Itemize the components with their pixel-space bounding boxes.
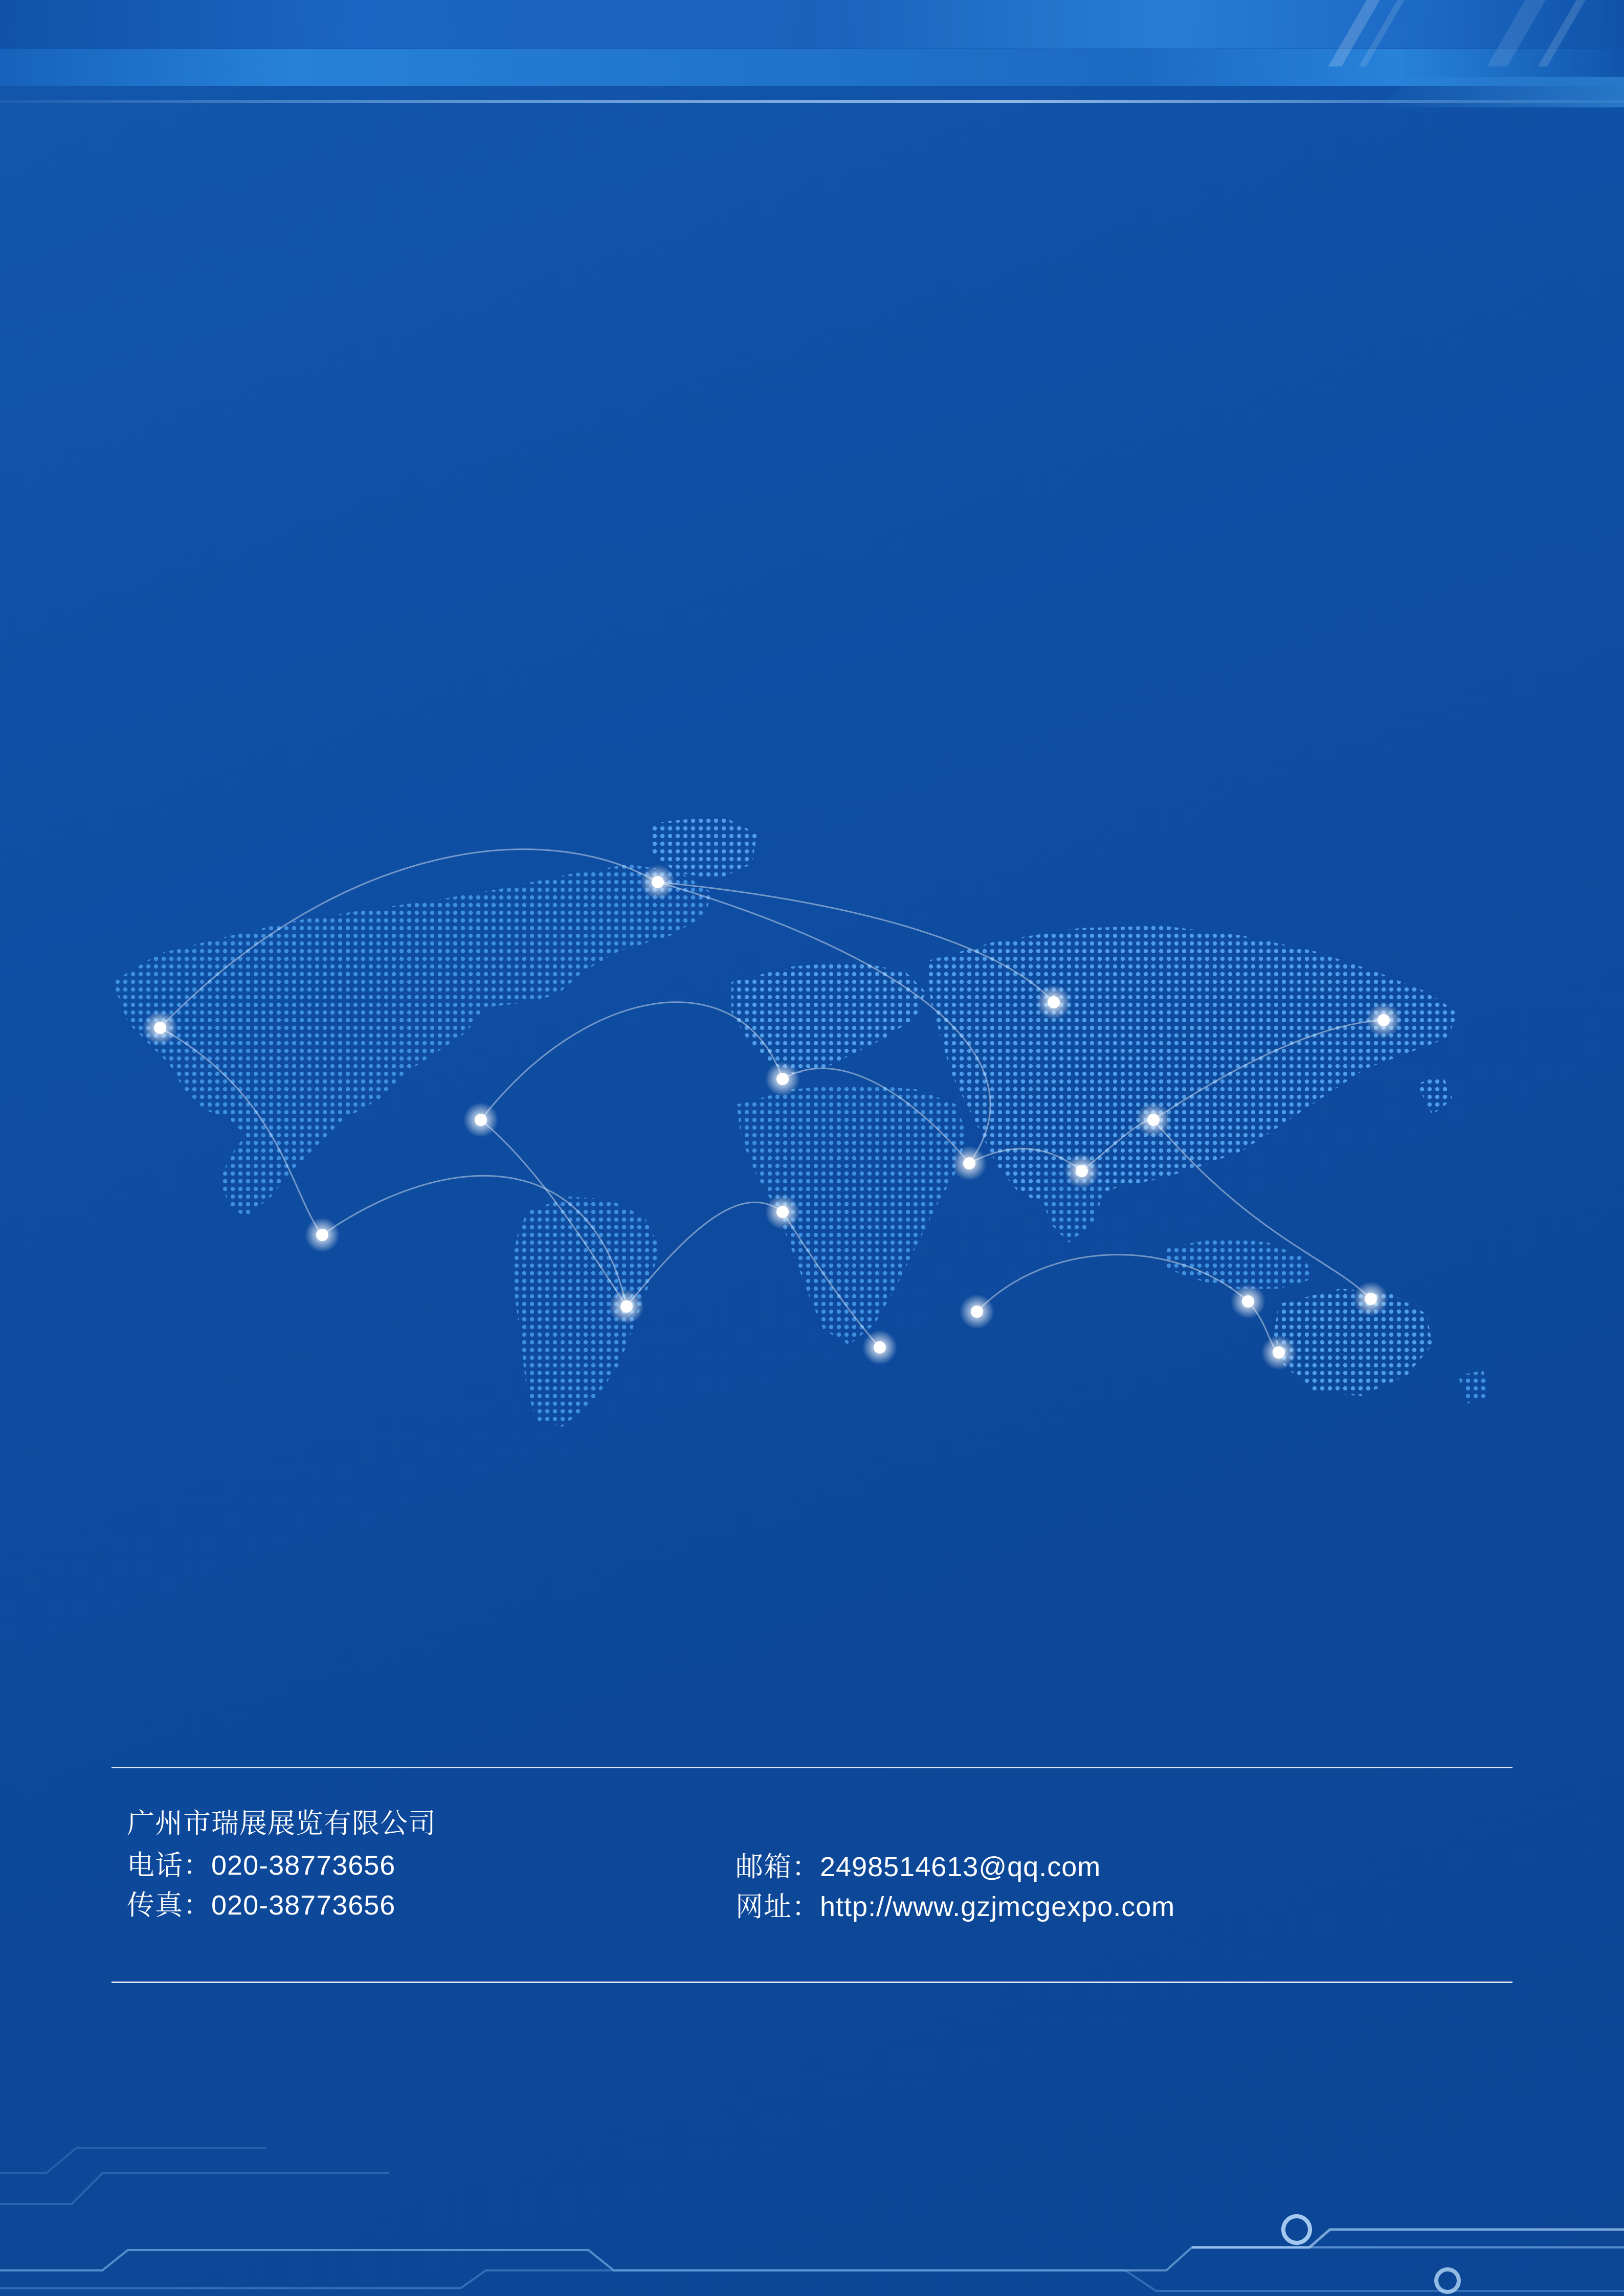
top-decorative-band: [0, 0, 1624, 118]
phone-line: 电话：020-38773656: [127, 1850, 396, 1881]
top-stripe-secondary: [0, 49, 1624, 86]
email-line: 邮箱：2498514613@qq.com: [736, 1852, 1101, 1882]
fax-line: 传真：020-38773656: [127, 1889, 396, 1921]
footer-contact-block: [112, 1767, 1512, 1983]
footer-left-column: [127, 1804, 736, 1925]
top-divider-line: [0, 100, 1624, 103]
footer-bottom-rule: [112, 1982, 1512, 1983]
company-name: 广州市瑞展展览有限公司: [127, 1808, 436, 1839]
bottom-deco-svg: [0, 2143, 1624, 2296]
website-line[interactable]: 网址：http://www.gzjmcgexpo.com: [736, 1892, 1175, 1923]
map-landmasses: [113, 816, 1488, 1427]
world-map: [77, 695, 1550, 1473]
world-map-svg: [77, 695, 1550, 1473]
bottom-decorative-circuit: [0, 2143, 1624, 2296]
footer-right-column: [736, 1804, 1497, 1927]
